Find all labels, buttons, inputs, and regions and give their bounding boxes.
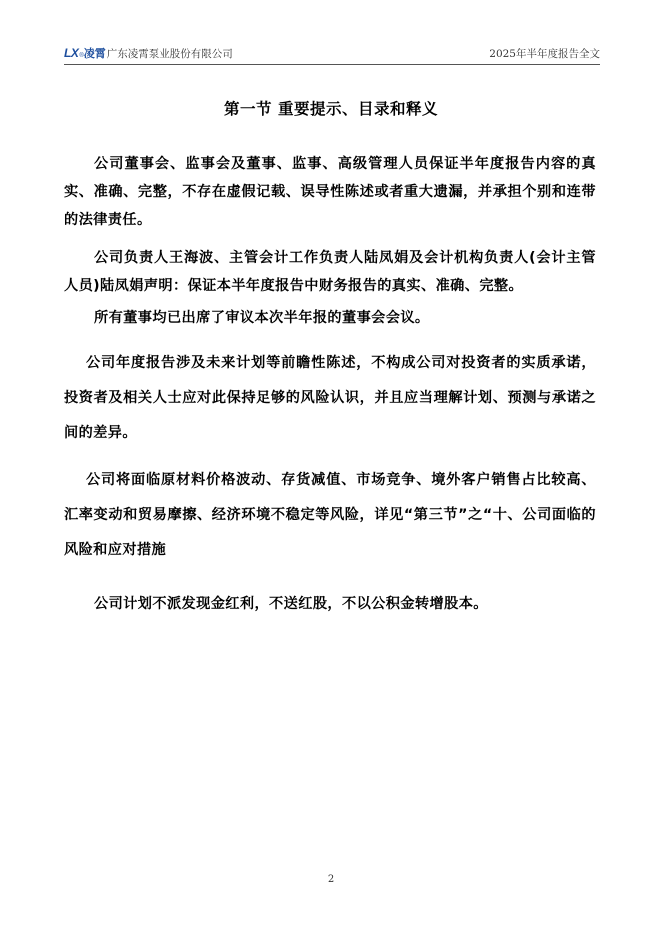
- logo-registered-mark: ®: [79, 53, 84, 59]
- paragraph-forward-looking: 公司年度报告涉及未来计划等前瞻性陈述，不构成公司对投资者的实质承诺，投资者及相关人士应对此保持足够的风险认识，并且应当理解计划、预测与承诺之间的差异。: [64, 355, 596, 441]
- page-header: [64, 44, 600, 62]
- section-title: 第一节 重要提示、目录和释义: [224, 100, 438, 118]
- header-left: [64, 45, 233, 61]
- header-divider: [64, 64, 600, 65]
- company-name: 广东凌霄泵业股份有限公司: [106, 47, 233, 60]
- paragraph-dividend-plan: 公司计划不派发现金红利，不送红股，不以公积金转增股本。: [94, 596, 488, 612]
- company-logo: [64, 45, 106, 61]
- page-number: 2: [327, 874, 335, 885]
- paragraph-responsible-statement: 公司负责人王海波、主管会计工作负责人陆凤娟及会计机构负责人(会计主管人员)陆凤娟声明：保证本半年度报告中财务报告的真实、准确、完整。: [64, 250, 596, 294]
- paragraph-directors-attendance: 所有董事均已出席了审议本次半年报的董事会会议。: [94, 310, 430, 326]
- logo-text: 凌霄: [83, 47, 106, 60]
- paragraph-risk-factors: 公司将面临原材料价格波动、存货减值、市场竞争、境外客户销售占比较高、汇率变动和贸易摩擦、经济环境不稳定等风险，详见“第三节”之“十、公司面临的风险和应对措施: [64, 472, 596, 558]
- report-title: 2025年半年度报告全文: [489, 47, 600, 60]
- paragraph-board-guarantee: 公司董事会、监事会及董事、监事、高级管理人员保证半年度报告内容的真实、准确、完整，不存在虚假记载、误导性陈述或者重大遗漏，并承担个别和连带的法律责任。: [64, 156, 596, 228]
- logo-mark: LX: [64, 46, 79, 60]
